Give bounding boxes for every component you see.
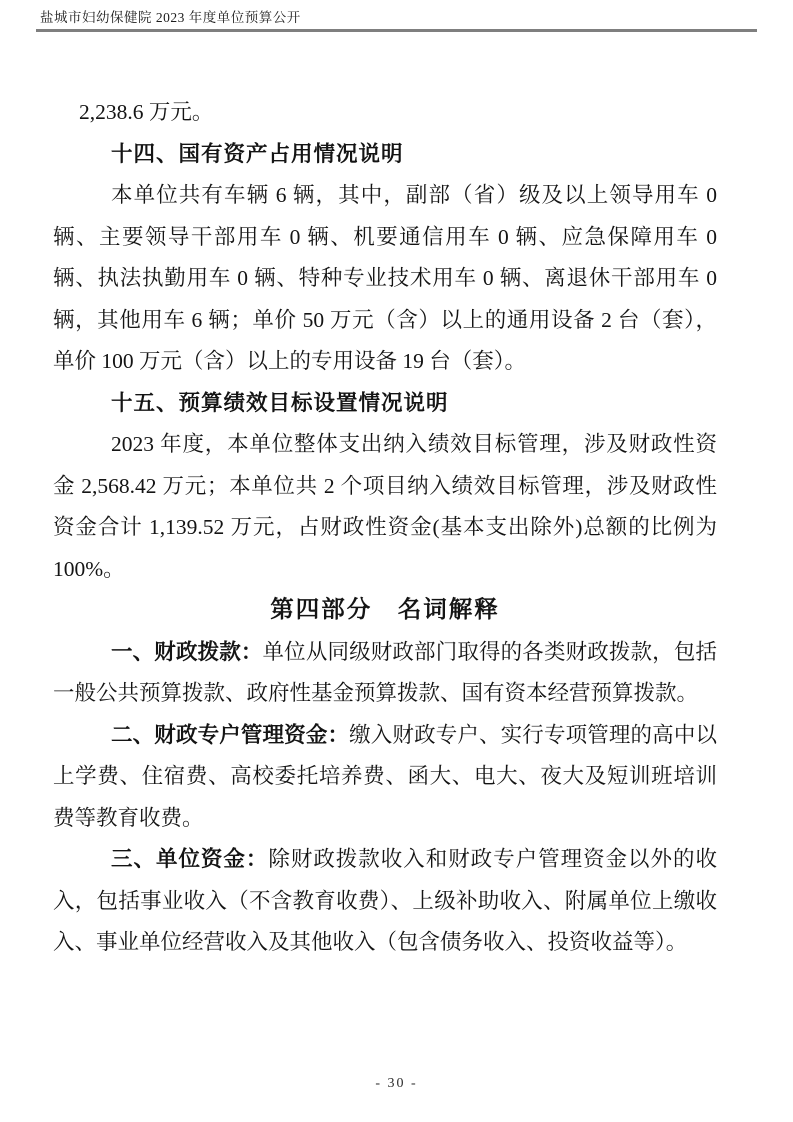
term-3-label: 三、单位资金： [111,847,269,871]
term-3-definition: 除财政拨款收入和财政专户管理资金以外的收入，包括事业收入（不含教育收费）、上级补助收入、附属单位上缴收入、事业单位经营收入及其他收入（包含债务收入、投资收益等）。 [53,847,717,954]
term-1-label: 一、财政拨款： [111,639,263,664]
section-14-paragraph: 本单位共有车辆 6 辆，其中，副部（省）级及以上领导用车 0 辆、主要领导干部用车 0 辆、机要通信用车 0 辆、应急保障用车 0 辆、执法执勤用车 0 辆、特种专业技术用车 0 辆、离退休干部用车 0 辆，其他用车 6 辆；单价 50 万元（含）以上的通用设备 2 台（套），单价 100 万元（含）以上的专用设备 19 台（套）。 [53,183,717,373]
page-footer [0,1074,793,1092]
section-14-heading: 十四、国有资产占用情况说明 [111,141,404,166]
carryover-paragraph: 2,238.6 万元。 [79,100,214,124]
term-2-label: 二、财政专户管理资金： [111,722,350,747]
section-15-paragraph: 2023 年度，本单位整体支出纳入绩效目标管理，涉及财政性资金 2,568.42 万元；本单位共 2 个项目纳入绩效目标管理，涉及财政性资金合计 1,139.52 万元，占财政性资金(基本支出除外)总额的比例为 100%。 [53,432,717,581]
term-2-definition: 缴入财政专户、实行专项管理的高中以上学费、住宿费、高校委托培养费、函大、电大、夜大及短训班培训费等教育收费。 [53,722,717,830]
term-paragraph-fiscal-special-account [53,715,717,840]
header-title: 盐城市妇幼保健院 2023 年度单位预算公开 [40,10,301,25]
page-number: - 30 - [375,1076,418,1091]
header-divider-rule [36,29,757,32]
page-header [40,9,757,27]
document-body [53,92,717,964]
part-4-heading: 第四部分 名词解释 [270,597,500,623]
term-1-definition: 单位从同级财政部门取得的各类财政拨款，包括一般公共预算拨款、政府性基金预算拨款、国有资本经营预算拨款。 [53,639,717,705]
term-paragraph-fiscal-appropriation [53,632,717,715]
term-paragraph-unit-funds [53,839,717,964]
section-15-heading: 十五、预算绩效目标设置情况说明 [111,390,449,415]
